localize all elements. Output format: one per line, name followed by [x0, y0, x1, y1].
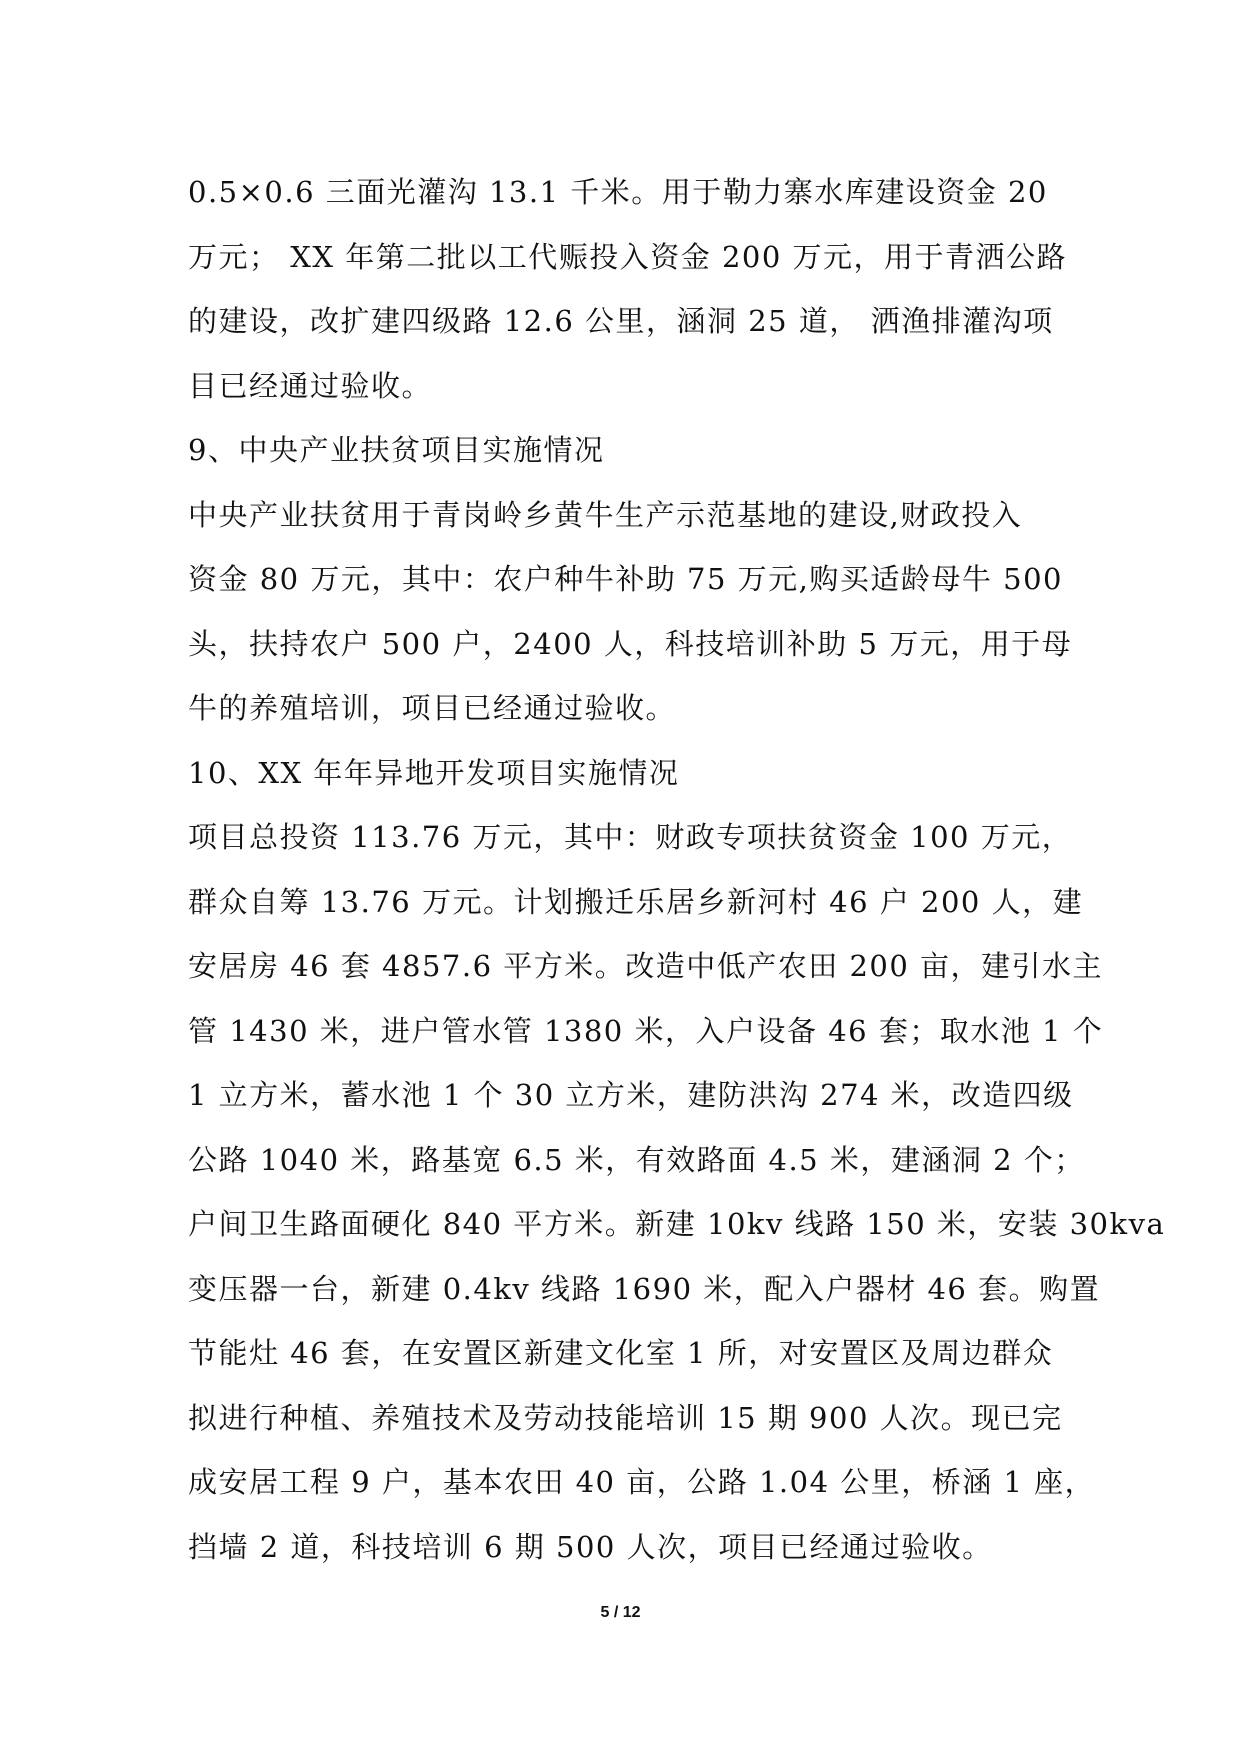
text-line: 资金 80 万元，其中：农户种牛补助 75 万元,购买适龄母牛 500	[188, 562, 1063, 596]
text-line: 节能灶 46 套，在安置区新建文化室 1 所，对安置区及周边群众	[188, 1336, 1054, 1370]
text-line: 挡墙 2 道，科技培训 6 期 500 人次，项目已经通过验收。	[188, 1529, 993, 1564]
text-line: 中央产业扶贫用于青岗岭乡黄牛生产示范基地的建设,财政投入	[188, 497, 1023, 532]
text-line: 项目总投资 113.76 万元，其中：财政专项扶贫资金 100 万元，	[188, 820, 1073, 854]
text-line: 成安居工程 9 户，基本农田 40 亩，公路 1.04 公里，桥涵 1 座，	[188, 1465, 1096, 1499]
page-number: 5 / 12	[600, 1604, 641, 1621]
text-line: 目已经通过验收。	[188, 368, 433, 403]
text-line: 头，扶持农户 500 户，2400 人，科技培训补助 5 万元，用于母	[188, 626, 1073, 661]
text-line: 的建设，改扩建四级路 12.6 公里，涵洞 25 道， 洒渔排灌沟项	[188, 304, 1054, 338]
text-line: 安居房 46 套 4857.6 平方米。改造中低产农田 200 亩，建引水主	[188, 949, 1104, 983]
text-line: 拟进行种植、养殖技术及劳动技能培训 15 期 900 人次。现已完	[188, 1400, 1063, 1435]
section-heading: 10、XX 年年异地开发项目实施情况	[188, 755, 680, 790]
text-line: 户间卫生路面硬化 840 平方米。新建 10kv 线路 150 米，安装 30kva	[188, 1207, 1166, 1241]
text-line: 1 立方米，蓄水池 1 个 30 立方米，建防洪沟 274 米，改造四级	[188, 1078, 1074, 1112]
text-line: 牛的养殖培训，项目已经通过验收。	[188, 691, 677, 725]
text-line: 公路 1040 米，路基宽 6.5 米，有效路面 4.5 米，建涵洞 2 个；	[188, 1142, 1085, 1177]
text-line: 群众自筹 13.76 万元。计划搬迁乐居乡新河村 46 户 200 人，建	[188, 884, 1084, 919]
text-line: 管 1430 米，进户管水管 1380 米，入户设备 46 套；取水池 1 个	[188, 1013, 1104, 1048]
text-line: 万元； XX 年第二批以工代赈投入资金 200 万元，用于青洒公路	[188, 239, 1068, 274]
section-heading: 9、中央产业扶贫项目实施情况	[188, 433, 605, 467]
text-line: 变压器一台，新建 0.4kv 线路 1690 米，配入户器材 46 套。购置	[188, 1271, 1101, 1306]
body-text	[188, 160, 1166, 1579]
text-line: 0.5×0.6 三面光灌沟 13.1 千米。用于勒力寨水库建设资金 20	[188, 175, 1048, 209]
